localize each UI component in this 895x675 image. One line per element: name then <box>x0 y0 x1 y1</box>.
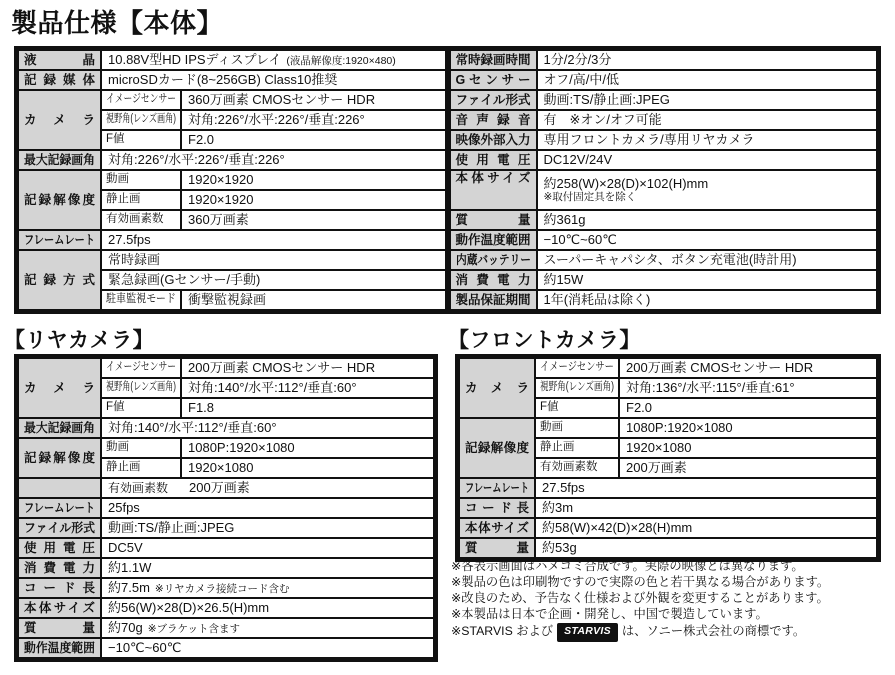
spec-text: 衝撃監視録画 <box>188 291 267 307</box>
spec-note: (液晶解像度:1920×480) <box>286 54 396 67</box>
spec-label-cell <box>18 478 101 498</box>
spec-row <box>18 618 434 638</box>
spec-text: 本体サイズ <box>455 171 531 185</box>
spec-value-cell <box>537 250 878 270</box>
spec-row <box>18 358 434 378</box>
spec-value-cell <box>101 250 446 270</box>
spec-row <box>450 250 878 270</box>
spec-value-cell <box>537 110 878 130</box>
spec-text: フレームレート <box>24 500 96 515</box>
spec-text: 本体サイズ <box>24 600 95 615</box>
spec-value-cell <box>101 558 434 578</box>
spec-text: カ メ ラ <box>24 112 95 127</box>
spec-text: 10.88V型HD IPSディスプレイ <box>108 51 282 67</box>
spec-row <box>450 110 878 130</box>
spec-value-cell <box>619 398 877 418</box>
spec-row <box>18 638 434 658</box>
spec-label-cell <box>18 498 101 518</box>
spec-text: 音声録音 <box>455 112 531 127</box>
spec-sublabel-cell <box>101 398 181 418</box>
main-unit-spec-table-right <box>449 49 879 311</box>
spec-label-cell <box>450 130 537 150</box>
spec-label-cell <box>450 90 537 110</box>
spec-text: 1080P:1920×1080 <box>626 419 733 435</box>
spec-text: 記録解像度 <box>24 450 95 465</box>
spec-label-cell <box>459 538 535 558</box>
spec-text: 動作温度範囲 <box>455 232 531 247</box>
spec-row <box>18 230 446 250</box>
spec-label-cell <box>459 518 535 538</box>
spec-row <box>18 70 446 90</box>
footnote-line-starvis <box>451 623 829 642</box>
main-unit-spec-table <box>14 46 881 314</box>
spec-value-cell <box>101 478 434 498</box>
spec-text: 1080P:1920×1080 <box>188 439 295 455</box>
spec-text: 使用電圧 <box>24 540 95 555</box>
spec-text: F値 <box>106 133 125 146</box>
footnote-line: ※改良のため、予告なく仕様および外観を変更することがあります。 <box>451 590 829 605</box>
spec-label-cell <box>18 230 101 250</box>
spec-text: Gセンサー <box>455 72 531 87</box>
spec-label-cell <box>18 538 101 558</box>
spec-row <box>450 130 878 150</box>
spec-text: 常時録画 <box>108 251 161 267</box>
spec-value-cell <box>101 638 434 658</box>
spec-sublabel-cell <box>101 378 181 398</box>
spec-sublabel-cell <box>101 358 181 378</box>
spec-text: 静止画 <box>106 461 141 474</box>
spec-value-cell <box>101 70 446 90</box>
spec-label-cell <box>18 578 101 598</box>
spec-text: 1分/2分/3分 <box>543 51 612 67</box>
spec-text: 映像外部入力 <box>455 132 531 147</box>
spec-value-cell <box>101 578 434 598</box>
spec-label-cell <box>18 358 101 418</box>
spec-text: 1920×1080 <box>188 459 254 475</box>
spec-label-cell <box>18 170 101 230</box>
spec-row <box>450 290 878 310</box>
spec-text: 対角:226°/水平:226°/垂直:226° <box>188 111 365 127</box>
spec-text: 動画:TS/静止画:JPEG <box>543 91 670 107</box>
spec-text: 1920×1920 <box>188 171 254 187</box>
spec-text: 200万画素 CMOSセンサー HDR <box>188 359 376 375</box>
spec-row <box>459 358 877 378</box>
spec-label-cell <box>450 210 537 230</box>
spec-text: 記録媒体 <box>24 72 95 87</box>
spec-text: 専用フロントカメラ/専用リヤカメラ <box>543 131 755 147</box>
spec-value-cell <box>535 478 877 498</box>
spec-text: 動画:TS/静止画:JPEG <box>108 519 235 535</box>
spec-sublabel-cell <box>101 290 181 310</box>
spec-value-cell <box>101 518 434 538</box>
spec-text: −10℃~60℃ <box>543 231 617 247</box>
spec-value-cell <box>537 290 878 310</box>
spec-label-cell <box>459 358 535 418</box>
footnote-line: ※製品の色は印刷物ですので実際の色と若干異なる場合があります。 <box>451 574 830 589</box>
spec-row <box>18 90 446 110</box>
spec-text: 動画 <box>106 441 129 454</box>
spec-text: F値 <box>540 401 559 414</box>
spec-sublabel-cell <box>101 190 181 210</box>
spec-row <box>450 230 878 250</box>
spec-text: 静止画 <box>106 193 141 206</box>
spec-text: 有 ※オン/オフ可能 <box>543 111 662 127</box>
spec-sublabel-cell <box>101 110 181 130</box>
spec-row <box>459 478 877 498</box>
spec-value-cell <box>537 210 878 230</box>
spec-value-cell <box>101 230 446 250</box>
spec-value-cell <box>537 50 878 70</box>
spec-value-cell <box>537 270 878 290</box>
spec-row <box>459 418 877 438</box>
spec-text: 1920×1080 <box>626 439 692 455</box>
spec-note: ※取付固定具を除く <box>543 191 637 204</box>
spec-sublabel-cell <box>535 458 619 478</box>
spec-label-cell <box>450 270 537 290</box>
spec-text: DC12V/24V <box>543 151 613 167</box>
spec-text: 製品保証期間 <box>455 292 531 307</box>
spec-value-cell <box>181 90 446 110</box>
spec-text: 約258(W)×28(D)×102(H)mm <box>543 175 709 191</box>
spec-text: 内蔵バッテリー <box>455 252 531 267</box>
spec-value-cell <box>181 398 434 418</box>
spec-text: 200万画素 <box>189 479 250 495</box>
spec-text: ファイル形式 <box>24 520 96 535</box>
spec-text: 約53g <box>542 539 577 555</box>
spec-value-cell <box>101 598 434 618</box>
spec-value-cell <box>535 518 877 538</box>
spec-value-cell <box>619 418 877 438</box>
spec-label-cell <box>18 598 101 618</box>
spec-text: 約15W <box>543 271 584 287</box>
spec-value-cell <box>181 458 434 478</box>
spec-value-cell <box>537 90 878 110</box>
spec-text: 約3m <box>542 499 574 515</box>
spec-text: スーパーキャパシタ、ボタン充電池(時計用) <box>543 251 797 267</box>
spec-text: 1920×1920 <box>188 191 254 207</box>
spec-text: F2.0 <box>626 399 653 415</box>
spec-text: 1年(消耗品は除く) <box>543 291 651 307</box>
spec-value-cell <box>181 438 434 458</box>
spec-sublabel-cell <box>535 438 619 458</box>
spec-text: DC5V <box>108 539 143 555</box>
spec-text: 27.5fps <box>108 231 151 247</box>
starvis-text-suffix: は、ソニー株式会社の商標です。 <box>621 623 806 638</box>
spec-value-cell <box>181 130 446 150</box>
spec-label-cell <box>18 558 101 578</box>
spec-label-cell <box>18 70 101 90</box>
spec-row <box>18 538 434 558</box>
spec-text: 使用電圧 <box>455 152 531 167</box>
spec-text: 対角:140°/水平:112°/垂直:60° <box>188 379 357 395</box>
spec-text: F値 <box>106 401 125 414</box>
spec-text: カ メ ラ <box>24 380 95 395</box>
spec-value-cell <box>181 378 434 398</box>
spec-label-cell <box>450 250 537 270</box>
spec-row <box>18 438 434 458</box>
spec-sublabel-cell <box>535 418 619 438</box>
spec-text: 約56(W)×28(D)×26.5(H)mm <box>108 599 270 615</box>
rear-camera-section-title: 【リヤカメラ】 <box>4 329 155 352</box>
spec-row <box>18 578 434 598</box>
spec-label-cell <box>459 498 535 518</box>
spec-row <box>450 170 878 210</box>
spec-text: 視野角(レンズ画角) <box>106 381 177 394</box>
spec-label-cell <box>450 50 537 70</box>
spec-text: コード長 <box>24 580 95 595</box>
spec-label-cell <box>18 638 101 658</box>
spec-label-cell <box>459 418 535 478</box>
page-title: 製品仕様【本体】 <box>11 8 224 38</box>
spec-row <box>450 150 878 170</box>
spec-value-cell <box>537 150 878 170</box>
spec-text: F1.8 <box>188 399 215 415</box>
spec-text: 対角:136°/水平:115°/垂直:61° <box>626 379 795 395</box>
spec-row <box>18 478 434 498</box>
spec-value-cell <box>619 458 877 478</box>
spec-text: 消費電力 <box>455 272 531 287</box>
spec-label-cell <box>450 170 537 210</box>
spec-text: 200万画素 CMOSセンサー HDR <box>626 359 814 375</box>
spec-label-cell <box>450 290 537 310</box>
front-camera-spec-table-wrap <box>455 354 881 562</box>
spec-sublabel-cell <box>101 438 181 458</box>
spec-sublabel-cell <box>535 378 619 398</box>
spec-value-cell <box>537 170 878 210</box>
spec-text: イメージセンサー <box>540 361 614 374</box>
spec-note: ※ブラケット含ます <box>147 622 240 635</box>
spec-value-cell <box>537 130 878 150</box>
spec-label-cell <box>450 110 537 130</box>
spec-row <box>450 70 878 90</box>
spec-text: 質 量 <box>24 620 95 635</box>
spec-value-cell <box>181 190 446 210</box>
spec-value-cell <box>101 418 434 438</box>
spec-label-cell <box>18 150 101 170</box>
spec-text: 対角:226°/水平:226°/垂直:226° <box>108 151 285 167</box>
spec-value-cell <box>101 150 446 170</box>
spec-text: 動画 <box>106 173 129 186</box>
spec-value-cell <box>101 618 434 638</box>
spec-text: 200万画素 <box>626 459 687 475</box>
spec-row <box>459 518 877 538</box>
spec-sublabel-cell <box>101 210 181 230</box>
spec-label-cell <box>18 50 101 70</box>
spec-text: microSDカード(8~256GB) Class10推奨 <box>108 71 338 87</box>
spec-value-cell <box>181 110 446 130</box>
spec-sublabel-cell <box>535 358 619 378</box>
spec-row <box>18 250 446 270</box>
spec-text: 視野角(レンズ画角) <box>540 381 614 394</box>
spec-text: オフ/高/中/低 <box>543 71 619 87</box>
spec-text: カ メ ラ <box>465 380 529 395</box>
footnotes <box>451 559 829 642</box>
spec-text: 27.5fps <box>542 479 585 495</box>
spec-text: 記録解像度 <box>465 440 529 455</box>
spec-text: 約1.1W <box>108 559 152 575</box>
spec-label-cell <box>18 618 101 638</box>
spec-text: 質 量 <box>455 212 531 227</box>
spec-label-cell <box>18 438 101 478</box>
spec-text: 約361g <box>543 211 586 227</box>
spec-text: 最大記録画角 <box>24 152 95 167</box>
spec-text: 常時録画時間 <box>455 52 531 67</box>
spec-text: 25fps <box>108 499 140 515</box>
spec-text: −10℃~60℃ <box>108 639 182 655</box>
spec-value-cell <box>537 70 878 90</box>
spec-value-cell <box>181 358 434 378</box>
spec-text: 緊急録画(Gセンサー/手動) <box>108 271 261 287</box>
spec-text: 有効画素数 <box>540 461 598 474</box>
spec-value-cell <box>535 498 877 518</box>
spec-sublabel-cell <box>101 458 181 478</box>
spec-value-cell <box>181 290 446 310</box>
spec-row <box>18 170 446 190</box>
spec-text: 駐車監視モード <box>106 293 176 306</box>
spec-sublabel-cell <box>101 170 181 190</box>
spec-text: F2.0 <box>188 131 215 147</box>
spec-row <box>18 598 434 618</box>
spec-text: 有効画素数 <box>106 213 164 226</box>
spec-text: 視野角(レンズ画角) <box>106 113 177 126</box>
spec-label-cell <box>459 478 535 498</box>
starvis-text-prefix: ※STARVIS および <box>451 623 554 638</box>
spec-text: 360万画素 <box>188 211 249 227</box>
rear-camera-spec-table-wrap <box>14 354 438 662</box>
footnote-line: ※各表示画面はハメコミ合成です。実際の映像とは異なります。 <box>451 559 804 573</box>
spec-row <box>450 270 878 290</box>
front-camera-section-title: 【フロントカメラ】 <box>448 329 641 352</box>
spec-text: コード長 <box>465 500 529 515</box>
spec-value-cell <box>101 498 434 518</box>
spec-sublabel-cell <box>101 90 181 110</box>
spec-row <box>18 518 434 538</box>
spec-value-cell <box>101 538 434 558</box>
spec-row <box>18 50 446 70</box>
front-camera-spec-table <box>458 357 878 559</box>
spec-text: 360万画素 CMOSセンサー HDR <box>188 91 376 107</box>
spec-text: フレームレート <box>465 480 530 495</box>
spec-value-cell <box>619 438 877 458</box>
spec-text: 液 晶 <box>24 52 95 67</box>
spec-note: ※リヤカメラ接続コード含む <box>154 582 290 595</box>
spec-text: 有効画素数 <box>108 480 169 495</box>
spec-row <box>450 90 878 110</box>
spec-text: イメージセンサー <box>106 93 177 106</box>
spec-value-cell <box>619 358 877 378</box>
spec-label-cell <box>450 70 537 90</box>
spec-text: フレームレート <box>24 232 96 247</box>
spec-label-cell <box>450 150 537 170</box>
spec-row <box>459 498 877 518</box>
spec-text: 約7.5m <box>108 579 150 595</box>
spec-label-cell <box>18 518 101 538</box>
spec-value-cell <box>181 210 446 230</box>
spec-text: ファイル形式 <box>455 92 531 107</box>
spec-label-cell <box>18 418 101 438</box>
spec-value-cell <box>619 378 877 398</box>
footnote-line: ※本製品は日本で企画・開発し、中国で製造しています。 <box>451 606 768 621</box>
spec-label-cell <box>450 230 537 250</box>
spec-text: 最大記録画角 <box>24 420 95 435</box>
spec-text: 本体サイズ <box>465 520 529 535</box>
spec-text: イメージセンサー <box>106 361 177 374</box>
spec-value-cell <box>101 270 446 290</box>
spec-text: 動画 <box>540 421 563 434</box>
spec-row <box>18 150 446 170</box>
spec-text: 約58(W)×42(D)×28(H)mm <box>542 519 693 535</box>
spec-text: 対角:140°/水平:112°/垂直:60° <box>108 419 277 435</box>
spec-row <box>450 210 878 230</box>
spec-row <box>18 498 434 518</box>
spec-row <box>459 538 877 558</box>
spec-text: 質 量 <box>465 540 529 555</box>
spec-row <box>18 418 434 438</box>
spec-value-cell <box>101 50 446 70</box>
spec-text: 動作温度範囲 <box>24 640 95 655</box>
spec-text: 記録方式 <box>24 272 95 287</box>
spec-sublabel-cell <box>101 130 181 150</box>
spec-value-cell <box>181 170 446 190</box>
spec-label-cell <box>18 250 101 310</box>
spec-text: 静止画 <box>540 441 575 454</box>
rear-camera-spec-table <box>17 357 435 659</box>
spec-text: 約70g <box>108 619 143 635</box>
spec-row <box>18 558 434 578</box>
spec-row <box>450 50 878 70</box>
spec-label-cell <box>18 90 101 150</box>
spec-text: 消費電力 <box>24 560 95 575</box>
main-unit-spec-table-left <box>17 49 447 311</box>
spec-text: 記録解像度 <box>24 192 95 207</box>
spec-value-cell <box>537 230 878 250</box>
spec-value-cell <box>535 538 877 558</box>
spec-sublabel-cell <box>535 398 619 418</box>
starvis-logo: STARVIS <box>557 623 618 642</box>
